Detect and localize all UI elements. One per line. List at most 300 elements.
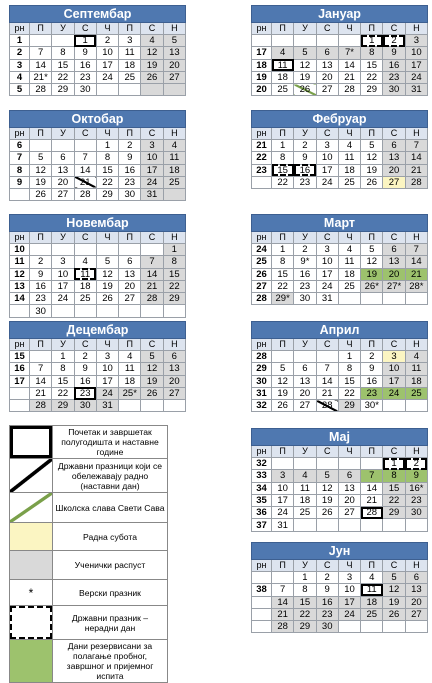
weekday-header: С [316,128,338,140]
week-number [252,572,272,584]
weekday-header: П [361,23,383,35]
weekday-header: П [119,23,141,35]
day-cell: 23 [383,71,405,83]
week-number: 31 [252,387,272,399]
day-cell [30,244,52,256]
day-cell: 18 [338,268,360,280]
day-cell: 11 [163,152,185,164]
weekday-header: Н [405,560,427,572]
day-cell: 22 [163,280,185,292]
day-cell: 6 [338,470,360,482]
day-cell: 17 [141,164,163,176]
day-cell: 16 [294,268,316,280]
week-number [252,621,272,633]
legend-symbol [10,523,52,550]
day-cell: 27 [163,387,185,399]
week-number: 23 [252,164,272,176]
weekday-header: С [316,446,338,458]
day-cell: 4 [141,35,163,47]
day-cell: 19 [383,596,405,608]
weekday-header: У [294,232,316,244]
weekday-header: С [383,560,405,572]
weekday-header: С [74,339,96,351]
weekday-header: Н [405,232,427,244]
week-row [252,572,428,584]
week-row [10,189,186,201]
day-cell: 16* [405,482,427,494]
day-cell: 30 [74,84,96,96]
week-row [10,400,186,412]
day-cell: 27 [163,71,185,83]
week-number: 17 [252,47,272,59]
weekday-header: П [272,128,294,140]
legend-symbol: * [28,585,34,600]
day-cell [52,244,74,256]
weekday-header: У [52,23,74,35]
day-cell: 4 [119,351,141,363]
day-cell: 29 [163,293,185,305]
day-cell: 21 [30,387,52,399]
day-cell: 14 [272,596,294,608]
day-cell [294,35,316,47]
weekday-header: С [141,23,163,35]
week-row [10,164,186,176]
day-cell [383,400,405,412]
weekday-header: Н [405,128,427,140]
day-cell [316,519,338,531]
day-cell [338,519,360,531]
week-number: 20 [252,84,272,96]
weekday-header: П [361,446,383,458]
day-cell [141,84,163,96]
day-cell: 20 [383,164,405,176]
day-cell: 17 [405,59,427,71]
day-cell: 14 [74,164,96,176]
week-row [10,152,186,164]
day-cell: 25 [338,280,360,292]
week-number: 3 [10,59,30,71]
day-cell: 3 [119,35,141,47]
day-cell: 12 [141,363,163,375]
day-cell: 5 [361,140,383,152]
weekday-header: Ч [96,339,118,351]
week-number: 1 [10,35,30,47]
day-cell: 12 [383,584,405,596]
day-cell: 9 [74,363,96,375]
weekday-header: С [383,23,405,35]
day-cell [405,519,427,531]
week-number: 15 [10,351,30,363]
day-cell [141,400,163,412]
day-cell [361,458,383,470]
day-cell: 24 [52,293,74,305]
day-cell: 25 [272,84,294,96]
week-number: 34 [252,482,272,494]
day-cell: 28 [272,621,294,633]
day-cell: 1 [361,35,383,47]
legend-row [10,493,168,523]
week-row [252,375,428,387]
day-cell [96,244,118,256]
week-row [252,35,428,47]
legend-row [10,580,168,606]
day-cell: 18 [361,596,383,608]
day-cell: 27 [294,400,316,412]
week-number [10,189,30,201]
day-cell [74,305,96,317]
day-cell: 10 [272,482,294,494]
weekday-header: П [30,128,52,140]
day-cell: 3 [272,470,294,482]
week-number: 6 [10,140,30,152]
week-row [252,482,428,494]
day-cell [272,572,294,584]
day-cell: 8 [383,470,405,482]
day-cell: 19 [294,71,316,83]
day-cell [405,400,427,412]
week-number [10,387,30,399]
weekday-header: У [52,128,74,140]
day-cell [338,35,360,47]
day-cell: 8 [272,256,294,268]
week-row [252,621,428,633]
week-number: 24 [252,244,272,256]
day-cell: 23 [74,387,96,399]
week-number: 4 [10,71,30,83]
weekday-header: Ч [96,23,118,35]
day-cell: 7 [316,363,338,375]
legend-swatch [10,640,53,683]
day-cell: 5 [163,35,185,47]
day-cell: 2 [316,572,338,584]
week-row [10,363,186,375]
week-row [252,256,428,268]
day-cell [272,35,294,47]
week-row [10,84,186,96]
week-number: 14 [10,293,30,305]
weekday-header: Ч [96,232,118,244]
day-cell: 6 [405,572,427,584]
day-cell: 22 [272,176,294,188]
weekday-header: Ч [338,232,360,244]
day-cell: 12 [361,256,383,268]
day-cell: 1 [383,458,405,470]
day-cell: 4 [338,244,360,256]
day-cell: 19 [96,280,118,292]
legend-swatch [10,493,53,523]
day-cell: 1 [272,244,294,256]
day-cell: 30* [361,400,383,412]
day-cell: 5 [294,47,316,59]
day-cell [338,293,360,305]
day-cell: 14 [361,482,383,494]
day-cell: 23 [361,387,383,399]
day-cell: 7 [74,152,96,164]
day-cell [294,351,316,363]
day-cell: 15 [383,482,405,494]
weekday-header: П [361,339,383,351]
day-cell: 27* [383,280,405,292]
day-cell: 7 [361,470,383,482]
day-cell: 15 [52,59,74,71]
week-number [10,400,30,412]
day-cell: 31 [405,84,427,96]
day-cell: 12 [96,268,118,280]
week-row [252,458,428,470]
day-cell: 24 [141,176,163,188]
legend-text: Државни празници који се обележавају радно (наставни дан) [53,459,168,493]
day-cell [316,35,338,47]
day-cell: 9 [316,584,338,596]
day-cell: 11 [338,256,360,268]
week-number: 32 [252,400,272,412]
day-cell: 13 [52,164,74,176]
month-7 [251,321,428,412]
day-cell: 3 [383,351,405,363]
weekday-header: П [272,446,294,458]
day-cell [405,621,427,633]
month-title: Октобар [10,111,186,128]
week-row [10,244,186,256]
legend-swatch [10,459,53,493]
day-cell: 25 [405,387,427,399]
week-number [252,35,272,47]
day-cell [96,84,118,96]
day-cell: 28 [405,176,427,188]
day-cell: 24 [405,71,427,83]
day-cell: 2 [405,458,427,470]
day-cell: 22 [52,387,74,399]
day-cell: 30 [74,400,96,412]
day-cell [52,35,74,47]
month-title: Мај [252,429,428,446]
day-cell: 14 [316,375,338,387]
weekday-header: Ч [338,446,360,458]
day-cell: 16 [74,59,96,71]
legend-row [10,459,168,493]
day-cell: 26 [272,400,294,412]
month-0 [9,5,186,96]
day-cell: 6 [383,244,405,256]
day-cell: 18 [74,280,96,292]
day-cell: 13 [383,256,405,268]
day-cell: 22 [52,71,74,83]
day-cell: 1 [163,244,185,256]
day-cell: 8 [96,152,118,164]
legend-symbol [10,551,52,579]
week-number: 25 [252,256,272,268]
weekday-header: П [30,339,52,351]
day-cell: 28 [141,293,163,305]
day-cell: 28 [361,507,383,519]
day-cell: 14 [338,59,360,71]
day-cell: 26 [141,387,163,399]
day-cell: 4 [338,140,360,152]
day-cell: 17 [383,375,405,387]
day-cell: 29 [52,400,74,412]
month-title: Јануар [252,6,428,23]
day-cell [96,305,118,317]
day-cell: 11 [405,363,427,375]
day-cell: 6 [294,363,316,375]
week-row [10,140,186,152]
day-cell: 21 [405,268,427,280]
week-number: 18 [252,59,272,71]
week-number: 19 [252,71,272,83]
day-cell: 20 [163,59,185,71]
day-cell: 6 [316,47,338,59]
day-cell: 26 [96,293,118,305]
day-cell: 7 [141,256,163,268]
day-cell: 22 [338,387,360,399]
day-cell: 27 [52,189,74,201]
legend-text: Школска слава Свети Сава [53,493,168,523]
weekday-header: П [272,232,294,244]
day-cell: 11 [119,47,141,59]
weekday-header: Н [163,232,185,244]
legend-swatch [10,523,53,551]
day-cell [141,305,163,317]
weekday-header: рн [10,23,30,35]
day-cell: 29 [383,507,405,519]
day-cell: 2 [361,351,383,363]
month-title: Новембар [10,215,186,232]
day-cell: 13 [338,482,360,494]
week-row [252,152,428,164]
legend-row [10,426,168,459]
weekday-header: рн [10,232,30,244]
day-cell: 28* [405,280,427,292]
day-cell: 19 [361,164,383,176]
day-cell: 13 [294,375,316,387]
day-cell: 20 [119,280,141,292]
weekday-header: рн [252,446,272,458]
day-cell: 24 [383,387,405,399]
weekday-header: Н [163,128,185,140]
day-cell: 15 [272,268,294,280]
day-cell: 15 [361,59,383,71]
week-number: 32 [252,458,272,470]
day-cell: 18 [272,71,294,83]
day-cell: 25 [74,293,96,305]
day-cell: 24 [272,507,294,519]
day-cell: 3 [316,244,338,256]
day-cell: 10 [316,152,338,164]
day-cell: 16 [361,375,383,387]
day-cell [30,351,52,363]
week-number: 36 [252,507,272,519]
day-cell: 7 [405,244,427,256]
legend-symbol [10,640,52,682]
day-cell: 4 [163,140,185,152]
weekday-header: рн [10,128,30,140]
weekday-header: П [361,128,383,140]
week-row [252,59,428,71]
day-cell: 11 [272,59,294,71]
day-cell: 19 [361,268,383,280]
day-cell: 18 [163,164,185,176]
weekday-header: рн [252,232,272,244]
day-cell: 2 [30,256,52,268]
day-cell [74,244,96,256]
day-cell [272,351,294,363]
day-cell: 26* [361,280,383,292]
day-cell: 29 [294,621,316,633]
day-cell: 28 [338,84,360,96]
week-row [252,47,428,59]
day-cell [294,458,316,470]
day-cell: 31 [272,519,294,531]
weekday-header: С [74,232,96,244]
day-cell: 2 [119,140,141,152]
day-cell: 10 [405,47,427,59]
month-2 [9,214,186,318]
day-cell: 20 [52,176,74,188]
weekday-header: С [383,446,405,458]
day-cell: 12 [141,47,163,59]
month-title: Март [252,215,428,232]
day-cell: 17 [96,59,118,71]
weekday-header: Н [405,23,427,35]
day-cell: 28 [316,400,338,412]
day-cell: 30 [405,507,427,519]
day-cell: 5 [383,572,405,584]
month-title: Септембар [10,6,186,23]
day-cell: 28 [74,189,96,201]
week-row [252,470,428,482]
week-number: 38 [252,584,272,596]
day-cell [30,35,52,47]
day-cell: 3 [338,572,360,584]
day-cell: 30 [316,621,338,633]
day-cell: 21 [338,71,360,83]
day-cell: 20 [316,71,338,83]
weekday-header: Ч [338,339,360,351]
day-cell: 25 [163,176,185,188]
legend-text: Радна субота [53,523,168,551]
day-cell: 13 [163,47,185,59]
month-title: Април [252,322,428,339]
day-cell: 22 [383,494,405,506]
week-row [10,293,186,305]
month-6 [251,214,428,305]
week-row [252,507,428,519]
week-number: 12 [10,268,30,280]
day-cell: 2 [294,244,316,256]
weekday-header: П [30,232,52,244]
week-number: 5 [10,84,30,96]
day-cell: 9 [119,152,141,164]
day-cell: 21 [272,608,294,620]
day-cell: 16 [119,164,141,176]
day-cell [119,305,141,317]
weekday-header: П [361,560,383,572]
day-cell: 10 [96,363,118,375]
day-cell: 22 [294,608,316,620]
day-cell [163,305,185,317]
week-row [252,176,428,188]
day-cell: 22 [96,176,118,188]
day-cell: 6 [163,351,185,363]
legend-text: Дани резервисани за полагање пробног, завршног и пријемног испита [53,640,168,683]
week-number: 8 [10,164,30,176]
month-1 [9,110,186,201]
day-cell: 10 [141,152,163,164]
day-cell: 26 [361,176,383,188]
day-cell: 17 [52,280,74,292]
week-row [252,84,428,96]
legend-text: Верски празник [53,580,168,606]
